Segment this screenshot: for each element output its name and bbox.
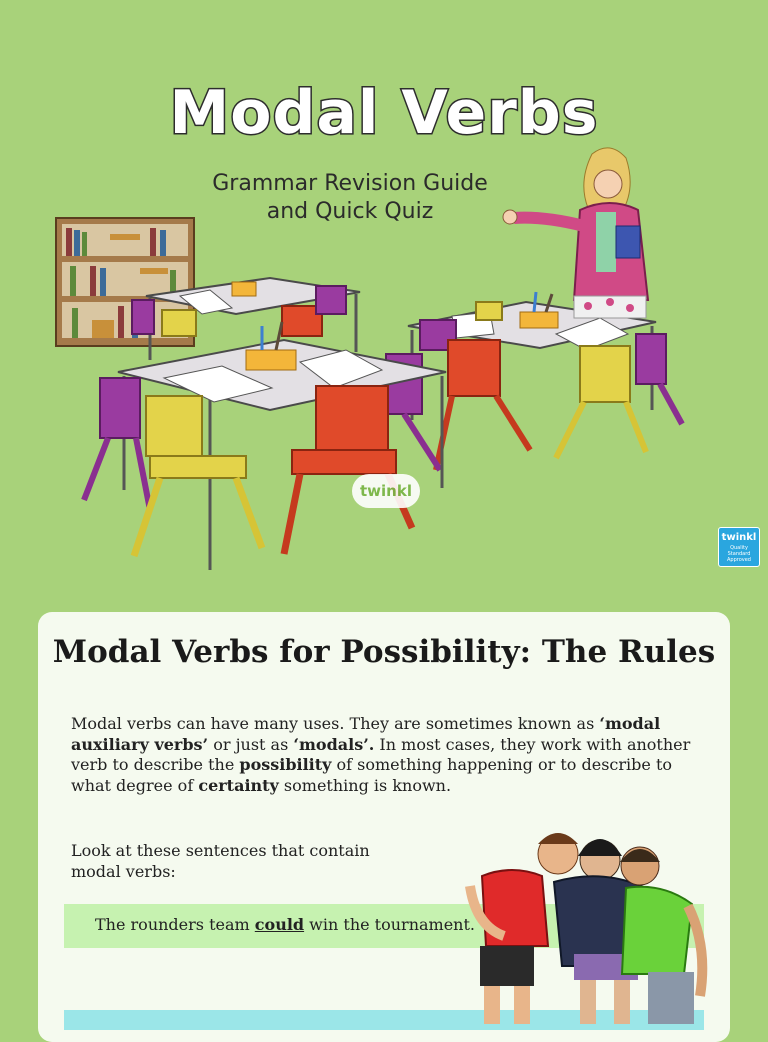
quality-badge: [718, 527, 760, 567]
intro-bold-4: certainty: [198, 775, 279, 795]
intro-paragraph: [71, 714, 701, 796]
teacher: [503, 148, 648, 318]
twinkl-watermark: twinkl: [352, 474, 420, 508]
children-illustration: [462, 826, 708, 1024]
example-before: The rounders team: [95, 915, 255, 934]
intro-text-2: or just as: [208, 734, 294, 754]
page-title: Modal Verbs: [169, 78, 599, 148]
subtitle-line-2: and Quick Quiz: [266, 199, 434, 224]
subtitle-line-1: Grammar Revision Guide: [212, 171, 488, 196]
intro-bold-3: possibility: [239, 755, 332, 774]
card-heading: Modal Verbs for Possibility: The Rules: [52, 634, 716, 670]
intro-text-3: In most cases, they work with another verb to describe the: [71, 734, 691, 774]
child-right: [620, 847, 702, 1024]
intro-bold-2: ‘modals’.: [293, 734, 375, 754]
intro-text-5: something is known.: [278, 775, 452, 795]
look-paragraph: Look at these sentences that contain modal verbs:: [71, 841, 370, 881]
example-sentence-text: [95, 915, 475, 934]
example-after: win the tournament.: [304, 915, 475, 934]
intro-text-4: of something happening or to describe to what degree of: [71, 755, 673, 795]
badge-text: Quality Standard Approved: [727, 545, 751, 563]
intro-bold-1: ‘modal auxiliary verbs’: [71, 714, 661, 754]
intro-text-1: Modal verbs can have many uses. They are sometimes known as: [71, 714, 600, 733]
example-modal-verb: could: [254, 915, 305, 934]
badge-brand: twinkl: [721, 532, 757, 543]
